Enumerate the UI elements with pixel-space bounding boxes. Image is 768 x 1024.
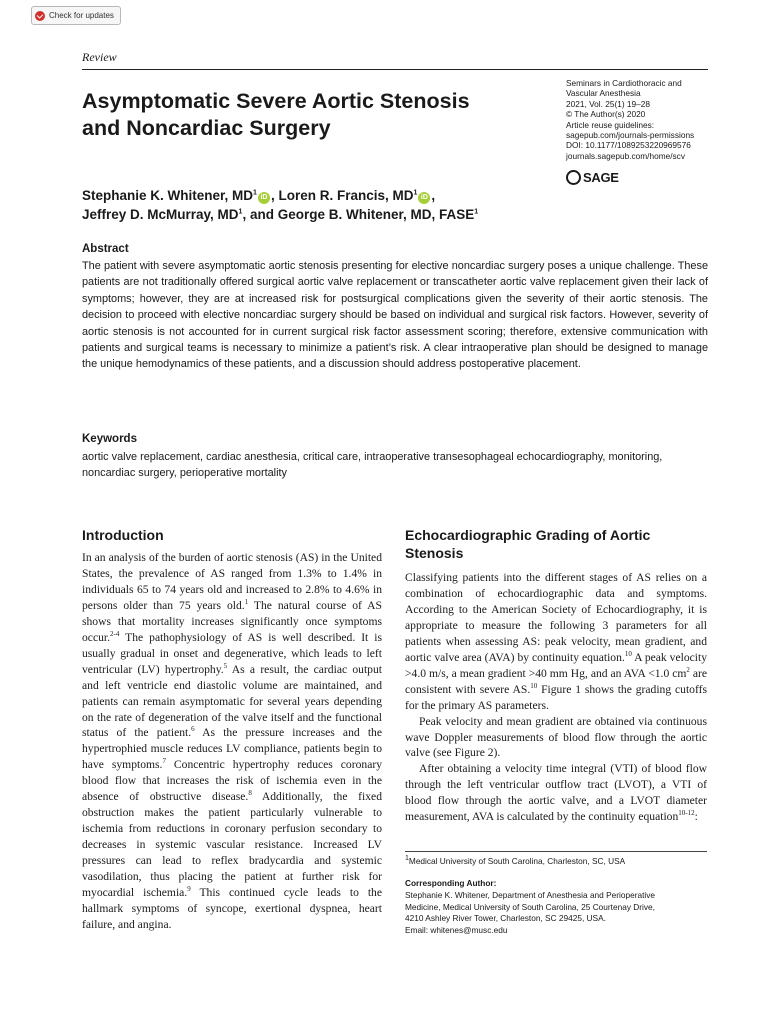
citation-sup: 10-12 [678, 809, 695, 818]
journal-info-line: Seminars in Cardiothoracic and [566, 78, 682, 88]
body-text-run: : [694, 810, 698, 824]
body-text-run: The pathophysiology of AS is well described. It is usually gradual in onset and degenerative, which leads to left ventricular (LV) hypertrophy. [82, 630, 382, 676]
journal-info [566, 78, 716, 161]
citation-sup: 2-4 [110, 629, 120, 638]
header-rule [82, 69, 708, 70]
citation-sup: 10 [530, 681, 538, 690]
author-separator: , [431, 188, 436, 203]
corresponding-email[interactable]: Email: whitenes@musc.edu [405, 924, 508, 935]
footnote-rule [405, 851, 707, 852]
author-affiliation-sup: 1 [474, 208, 479, 216]
echo-paragraph [405, 761, 707, 825]
body-text-run: are consistent with severe AS. [405, 666, 707, 696]
corresponding-line: Stephanie K. Whitener, Department of Anesthesia and Perioperative [405, 890, 655, 900]
citation-sup: 6 [191, 725, 195, 734]
introduction-heading: Introduction [82, 527, 164, 543]
orcid-icon[interactable]: iD [418, 192, 430, 204]
body-text-run: The natural course of AS shows that mortality increases significantly once symptoms occur. [82, 598, 382, 644]
corresponding-line: Medicine, Medical University of South Carolina, 25 Courtenay Drive, [405, 901, 655, 912]
body-text-run: Figure 1 shows the grading cutoffs for the primary AS parameters. [405, 682, 707, 712]
journal-info-line: Article reuse guidelines: [566, 119, 655, 130]
body-text-run: Peak velocity and mean gradient are obtained via continuous wave Doppler measurements of blood flow through the aortic valve (see Figure 2). [405, 714, 707, 760]
author-name: Stephanie K. Whitener, MD [82, 188, 254, 203]
sage-logo-mark-icon [566, 170, 581, 185]
citation-sup: 5 [223, 661, 228, 670]
affiliation-text: Medical University of South Carolina, Charleston, SC, USA [408, 856, 626, 866]
journal-info-link[interactable]: sagepub.com/journals-permissions [566, 130, 695, 141]
body-text-run: As the pressure increases and the hypertrophied muscle reduces LV compliance, patients begin to have symptoms. [82, 726, 382, 772]
citation-sup: 7 [162, 757, 166, 766]
citation-sup: 8 [248, 789, 252, 798]
introduction-body [82, 550, 382, 933]
body-text-run: Additionally, the fixed obstruction makes the patient particularly vulnerable to ischemia from reductions in coronary perfusion secondary to decreases in systemic vascular resistance. Increased LV pressures can lead to reflex bradycardia and systemic vasodilation, thus placing the patient at further risk for myocardial ischemia. [82, 790, 383, 900]
author-name: George B. Whitener, MD, FASE [277, 207, 475, 222]
journal-info-link[interactable]: journals.sagepub.com/home/scv [566, 150, 685, 161]
introduction-paragraph [82, 550, 382, 933]
author-separator: , and [242, 207, 278, 222]
keywords-text: aortic valve replacement, cardiac anesthesia, critical care, intraoperative transesophageal echocardiography, monitoring, noncardiac surgery, perioperative mortality [82, 451, 663, 480]
body-text-run: In an analysis of the burden of aortic stenosis (AS) in the United States, the prevalence of AS ranged from 1.3% to 1.4% in individuals 65 to 74 years old and increased to 2.8% to 4.6% in persons older than 75 years old. [82, 551, 382, 612]
affiliation-sup: 1 [405, 855, 409, 863]
author-affiliation-sup: 1 [253, 189, 257, 197]
author-affiliation-sup: 1 [238, 208, 243, 216]
affiliation-footnote [405, 856, 625, 866]
abstract-heading: Abstract [82, 243, 129, 255]
orcid-icon[interactable]: iD [258, 192, 270, 204]
journal-info-line: 2021, Vol. 25(1) 19–28 [566, 98, 650, 109]
echo-grading-heading: Echocardiographic Grading of Aortic Stenosis [405, 527, 651, 561]
section-label: Review [82, 50, 117, 64]
citation-sup: 10 [624, 649, 632, 658]
echo-paragraph [405, 714, 707, 762]
body-text-run: Concentric hypertrophy reduces coronary blood flow that increases the risk of ischemia even in the absence of obstructive disease. [82, 758, 382, 804]
echo-paragraph [405, 570, 707, 714]
sage-logo [566, 170, 619, 185]
check-updates-label: Check for updates [49, 11, 114, 20]
corresponding-line: 4210 Ashley River Tower, Charleston, SC 29425, USA. [405, 913, 606, 923]
article-title: Asymptomatic Severe Aortic Stenosis and Noncardiac Surgery [82, 89, 470, 140]
journal-info-doi[interactable]: DOI: 10.1177/1089253220969576 [566, 140, 691, 151]
echo-grading-body [405, 570, 707, 825]
author-list [82, 186, 722, 224]
abstract-text: The patient with severe asymptomatic aortic stenosis presenting for elective noncardiac surgery poses a unique challenge. These patients are not traditionally offered surgical aortic valve replacement or transcatheter aortic valve replacement given their lack of symptoms; however, they are at increased risk for postsurgical complications given the severity of their aortic stenosis. The decision to proceed with elective noncardiac surgery should be based on individual and surgical risk factors. However, severity of aortic stenosis is not accounted for in current surgical risk factor assessment scoring; therefore, extensive communication with patients and surgical teams is necessary to minimize a patient’s risk. A clear intraoperative plan should be designed to manage the unique hemodynamics of these patients, and a discussion should address postoperative placement. [82, 260, 708, 371]
sage-logo-text: SAGE [583, 170, 619, 185]
body-text-run: After obtaining a velocity time integral (VTI) of blood flow through the left ventricular outflow tract (LVOT), a VTI of blood flow through the aortic valve, and a LVOT diameter measurement, AVA is calculated by the continuity equation [405, 762, 707, 824]
corresponding-author-heading: Corresponding Author: [405, 878, 497, 888]
citation-sup: 1 [244, 598, 249, 606]
journal-info-line: © The Author(s) 2020 [566, 109, 646, 120]
body-text-run: A peak velocity >4.0 m/s, a mean gradient >40 mm Hg, and an AVA <1.0 cm [405, 650, 707, 680]
journal-info-line: Vascular Anesthesia [566, 88, 641, 99]
keywords-heading: Keywords [82, 433, 137, 445]
check-updates-icon [35, 11, 45, 21]
body-text-run: This continued cycle leads to the hallmark symptoms of syncope, exertional dyspnea, heart failure, and angina. [82, 886, 382, 931]
check-for-updates-badge[interactable] [31, 6, 121, 25]
corresponding-author-details [405, 890, 707, 936]
citation-sup: 2 [686, 665, 690, 674]
author-affiliation-sup: 1 [413, 189, 418, 197]
author-name: Jeffrey D. McMurray, MD [82, 207, 239, 222]
author-name: Loren R. Francis, MD [278, 188, 414, 203]
citation-sup: 9 [187, 885, 191, 894]
body-text-run: As a result, the cardiac output and left ventricle end diastolic volume are maintained, and patients can remain asymptomatic for several years depending on the rate of degeneration of the valve itself and the functional status of the patient. [82, 662, 382, 740]
body-text-run: Classifying patients into the different stages of AS relies on a combination of echocardiographic data and symptoms. According to the American Society of Echocardiography, it is appropriate to measure the following 3 parameters for all patients when assessing AS: peak velocity, mean gradient, and aortic valve area (AVA) by continuity equation. [405, 571, 707, 664]
author-separator: , [270, 188, 279, 203]
